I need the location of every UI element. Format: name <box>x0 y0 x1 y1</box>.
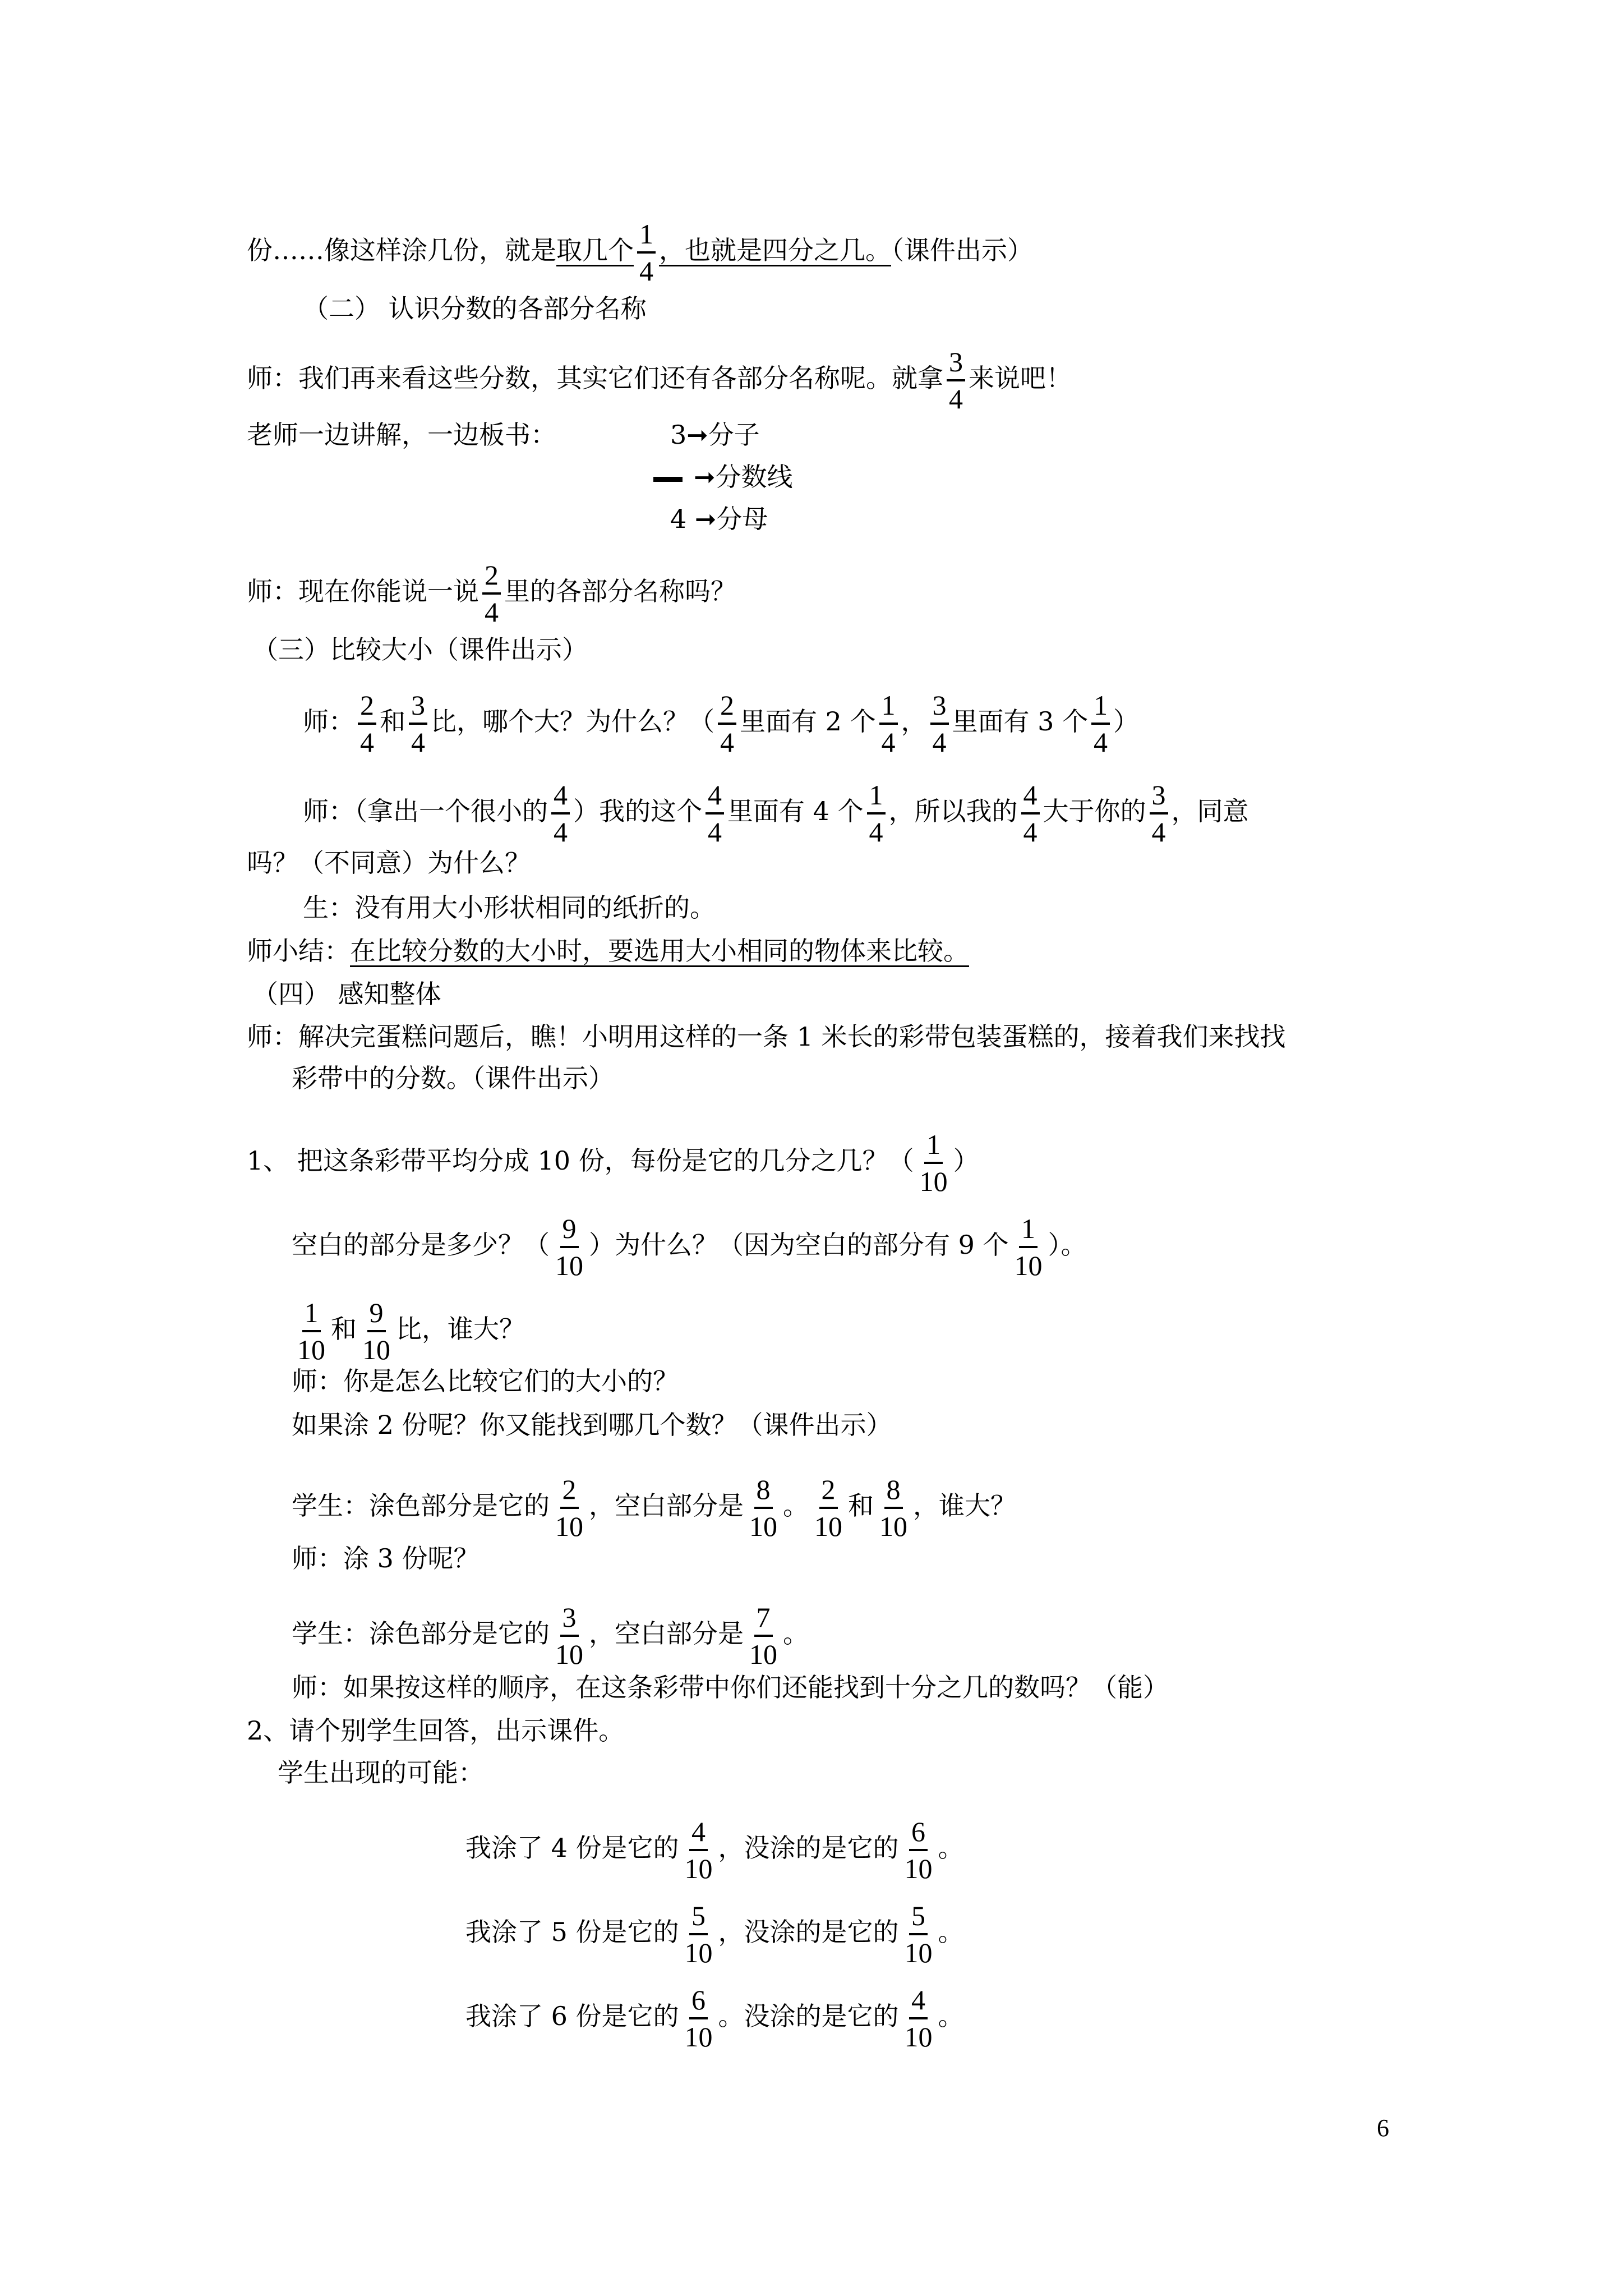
section-heading: （二） 认识分数的各部分名称 <box>303 293 647 324</box>
text-line: 我涂了 4 份是它的 $\frac{4}{10}$ ，没涂的是它的 $\frac{6}{10}$ 。 <box>465 1816 964 1884</box>
page-number: 6 <box>1377 2114 1389 2142</box>
text-line: 师：如果按这样的顺序，在这条彩带中你们还能找到十分之几的数吗？（能） <box>292 1672 1169 1703</box>
text-line: 师：解决完蛋糕问题后，瞧！小明用这样的一条 1 米长的彩带包装蛋糕的，接着我们来找找 <box>247 1022 1286 1052</box>
text-line: 师：（拿出一个很小的 $\frac{4}{4}$ ）我的这个 $\frac{4}{4}$ 里面有 4 个 $\frac{1}{4}$ ，所以我的 $\frac{4}{4}$ 大于你的 $\frac{3}{4}$ ，同意 <box>303 779 1249 848</box>
text-line: $\frac{1}{10}$ 和 $\frac{9}{10}$ 比，谁大？ <box>292 1299 525 1364</box>
fraction: $\frac{1}{4}$ <box>637 220 656 285</box>
fraction: $\frac{1}{4}$ <box>1091 691 1110 756</box>
fraction: $\frac{2}{10}$ <box>555 1474 583 1542</box>
text-line: 1、 把这条彩带平均分成 10 份，每份是它的几分之几？（ $\frac{1}{10}$ ） <box>247 1129 979 1197</box>
fraction: $\frac{3}{4}$ <box>1150 781 1168 846</box>
fraction: $\frac{3}{4}$ <box>409 691 427 756</box>
fraction: $\frac{8}{10}$ <box>879 1474 907 1542</box>
text-line: 空白的部分是多少？（ $\frac{9}{10}$ ）为什么？（因为空白的部分有 9 个 $\frac{1}{10}$ ）。 <box>292 1213 1087 1281</box>
underlined-text: 在比较分数的大小时，要选用大小相同的物体来比较。 <box>350 936 969 966</box>
fraction: $\frac{1}{4}$ <box>867 781 886 846</box>
fraction: $\frac{4}{4}$ <box>551 781 570 846</box>
text-line: 师小结：在比较分数的大小时，要选用大小相同的物体来比较。 <box>247 936 969 966</box>
fraction: $\frac{4}{4}$ <box>706 781 724 846</box>
fraction: $\frac{1}{10}$ <box>297 1297 325 1365</box>
text-line: 2、请个别学生回答，出示课件。 <box>247 1715 625 1746</box>
fraction: $\frac{2}{10}$ <box>814 1474 842 1542</box>
text: （课件出示） <box>891 235 1033 265</box>
fraction: $\frac{8}{10}$ <box>749 1474 777 1542</box>
text-line: 如果涂 2 份呢？你又能找到哪几个数？（课件出示） <box>292 1410 892 1440</box>
text-line: 生：没有用大小形状相同的纸折的。 <box>303 892 716 923</box>
section-heading: （四） 感知整体 <box>252 979 441 1009</box>
fraction: $\frac{4}{10}$ <box>684 1816 713 1884</box>
text-line: 老师一边讲解，一边板书： <box>247 420 556 450</box>
board-fraction-line: ➞分数线 <box>653 460 793 494</box>
fraction: $\frac{5}{10}$ <box>684 1900 713 1968</box>
fraction: $\frac{9}{10}$ <box>555 1213 583 1281</box>
board-numerator: 3➞分子 <box>670 420 760 450</box>
underlined-text: 取几个 $\frac{1}{4}$ ，也就是四分之几。 <box>556 218 891 287</box>
text-line: 学生出现的可能： <box>278 1757 484 1788</box>
text-line: 师：我们再来看这些分数，其实它们还有各部分名称呢。就拿 $\frac{3}{4}$ 来说吧！ <box>247 346 1072 415</box>
fraction: $\frac{3}{4}$ <box>947 348 965 413</box>
fraction: $\frac{1}{4}$ <box>879 691 898 756</box>
text-line: 师：现在你能说一说 $\frac{2}{4}$ 里的各部分名称吗？ <box>247 559 736 628</box>
fraction: $\frac{2}{4}$ <box>718 691 736 756</box>
text-line: 师： $\frac{2}{4}$ 和 $\frac{3}{4}$ 比，哪个大？为什么？（ $\frac{2}{4}$ 里面有 2 个 $\frac{1}{4}$ ， $\frac{3}{4}$ 里面有 3 个 $\frac{1}{4}$ ） <box>303 689 1140 758</box>
text-line: 师：涂 3 份呢？ <box>292 1543 479 1573</box>
fraction: $\frac{3}{4}$ <box>930 691 949 756</box>
fraction: $\frac{9}{10}$ <box>362 1297 390 1365</box>
text-line: 学生：涂色部分是它的 $\frac{3}{10}$ ，空白部分是 $\frac{7}{10}$ 。 <box>292 1602 809 1670</box>
text-line: 我涂了 6 份是它的 $\frac{6}{10}$ 。没涂的是它的 $\frac{4}{10}$ 。 <box>465 1984 964 2053</box>
fraction: $\frac{6}{10}$ <box>904 1816 933 1884</box>
text-line: 我涂了 5 份是它的 $\frac{5}{10}$ ，没涂的是它的 $\frac{5}{10}$ 。 <box>465 1900 964 1968</box>
fraction: $\frac{2}{4}$ <box>482 561 501 626</box>
text-line: 吗？（不同意）为什么？ <box>247 848 531 878</box>
text: 份……像这样涂几份，就是 <box>247 235 556 265</box>
text-line: 学生：涂色部分是它的 $\frac{2}{10}$ ，空白部分是 $\frac{8}{10}$ 。 $\frac{2}{10}$ 和 $\frac{8}{10}$ ，谁大？ <box>292 1474 1016 1542</box>
fraction: $\frac{3}{10}$ <box>555 1602 583 1670</box>
fraction: $\frac{5}{10}$ <box>904 1900 933 1968</box>
text-line: 彩带中的分数。（课件出示） <box>292 1063 614 1093</box>
fraction-bar <box>653 477 683 482</box>
fraction: $\frac{7}{10}$ <box>749 1602 777 1670</box>
board-denominator: 4 ➞分母 <box>670 504 768 534</box>
text-line <box>247 220 1033 285</box>
fraction: $\frac{2}{4}$ <box>358 691 376 756</box>
fraction: $\frac{1}{10}$ <box>1014 1213 1043 1281</box>
section-heading: （三）比较大小（课件出示） <box>252 634 588 665</box>
text-line: 师：你是怎么比较它们的大小的？ <box>292 1366 679 1396</box>
fraction: $\frac{6}{10}$ <box>684 1984 713 2053</box>
fraction: $\frac{1}{10}$ <box>919 1129 948 1197</box>
fraction: $\frac{4}{4}$ <box>1021 781 1040 846</box>
fraction: $\frac{4}{10}$ <box>904 1984 933 2053</box>
